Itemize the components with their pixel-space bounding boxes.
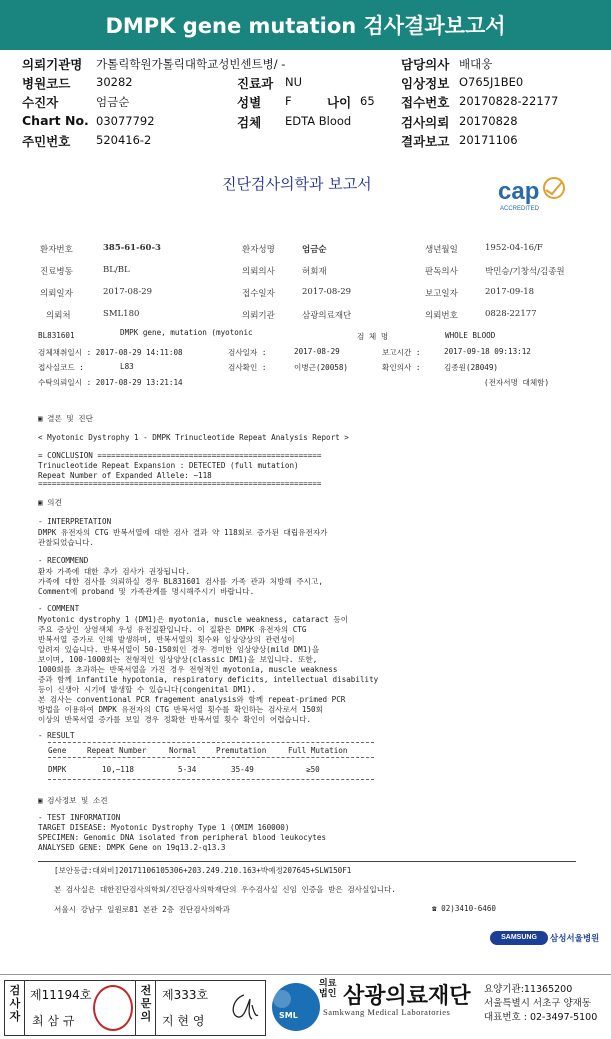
test-date-label: 검사일자 : [228, 348, 267, 357]
verifier-label: 검사확인 : [228, 363, 267, 372]
td-gene: DMPK [48, 765, 67, 774]
td-full-mutation: ≥50 [306, 765, 320, 774]
pt-label-institution: 의뢰기관 [242, 311, 275, 321]
comment-l9: 본 검사는 conventional PCR fragement analysis와 함께 repeat-primed PCR [38, 695, 346, 704]
value-chart-no: 03077792 [96, 114, 155, 128]
room-code-label: 접사실코드 : [38, 363, 84, 372]
value-request-date: 20170828 [459, 114, 518, 128]
conclusion-l3: Repeat Number of Expanded Allele: ~118 [38, 471, 212, 480]
label-age: 나이 [327, 95, 352, 110]
section-opinion: ▣ 의견 [38, 498, 62, 507]
recommend-head: - RECOMMEND [38, 556, 89, 565]
pt-label-reader: 판독의사 [425, 267, 458, 277]
pt-value-client: SML180 [103, 309, 140, 319]
sml-logo-icon [270, 981, 322, 1033]
report-time-label: 보고시간 : [382, 348, 421, 357]
org-address: 서울특별시 서초구 양재동 [484, 998, 591, 1009]
th-repeat: Repeat Number [87, 746, 147, 755]
consign-time: 수탁의뢰일시 : 2017-08-29 13:21:14 [38, 378, 183, 387]
value-hospital: 가톨릭학원가톨릭대학교성빈센트병/ - [96, 57, 286, 71]
report-title: 진단검사의학과 보고서 [222, 175, 372, 193]
pt-value-institution: 삼광의료재단 [302, 311, 352, 321]
section-conclusion: ▣ 결론 및 진단 [38, 414, 93, 423]
td-normal: 5-34 [178, 765, 197, 774]
org-name-en: Samkwang Medical Laboratories [323, 1007, 451, 1017]
pt-label-name: 환자성명 [242, 245, 275, 255]
pt-value-reader: 박민승/기창석/김종원 [485, 267, 565, 277]
specimen-label: 검 체 명 [357, 332, 389, 341]
label-patient: 수진자 [22, 95, 59, 110]
label-hospital: 의뢰기관명 [22, 57, 83, 72]
result-rule-bottom [48, 779, 374, 780]
recommend-l3: Comment에 proband 및 가족관계를 명시해주시기 바랍니다. [38, 587, 255, 596]
td-repeat: 10,~118 [102, 765, 135, 774]
lab-address: 서울시 강남구 일원로81 본관 2층 진단검사의학과 [54, 905, 230, 914]
confirm-doctor-value: 김종원(28049) [444, 363, 499, 372]
label-doctor: 담당의사 [401, 57, 450, 72]
comment-l4: 알려져 있습니다. 반복서열이 50-150회인 경우 경미한 임상양상(mild DM1)을 [38, 645, 320, 654]
specimen-value: WHOLE BLOOD [445, 331, 496, 340]
cap-sub: ACCREDITED [500, 206, 540, 212]
pt-label-req-no: 의뢰번호 [425, 311, 458, 321]
test-date-value: 2017-08-29 [294, 347, 340, 356]
label-clinical-info: 임상정보 [401, 76, 450, 91]
title-bar [0, 0, 611, 50]
divider-1 [24, 980, 25, 1036]
signer-2: 지 현 영 [162, 1014, 205, 1028]
lab-phone: ☎ 02)3410-6460 [432, 904, 497, 913]
report-subtitle: < Myotonic Dystrophy 1 - DMPK Trinucleotide Repeat Analysis Report > [38, 433, 349, 442]
comment-l11: 이상의 반복서열 증가를 보일 경우 정확한 반복서열 횟수 확인이 어렵습니다. [38, 715, 312, 724]
label-specimen: 검체 [237, 115, 262, 130]
th-normal: Normal [169, 746, 197, 755]
section-test-info: ▣ 검사정보 및 소견 [38, 796, 108, 805]
footer-rule [38, 861, 576, 862]
conclusion-l1: = CONCLUSION ================================================= [38, 451, 322, 460]
pt-label-dob: 생년월일 [425, 245, 458, 255]
result-rule-mid [48, 757, 374, 758]
label-department: 진료과 [237, 76, 274, 91]
th-premutation: Premutation [216, 746, 267, 755]
cap-text: cap [498, 178, 540, 205]
label-report-date: 결과보고 [401, 134, 450, 149]
td-premutation: 35-49 [231, 765, 254, 774]
pt-label-report-date: 보고일자 [425, 289, 458, 299]
comment-l5: 보이며, 100-1000회는 전형적인 임상양상(classic DM1)을 보입니다. 또한, [38, 655, 318, 664]
comment-l3: 반복서열 증가로 인해 발생하며, 반복서열의 횟수와 임상양상의 관련성이 [38, 635, 295, 644]
license-1: 제11194호 [30, 988, 92, 1002]
pt-value-req-no: 0828-22177 [485, 309, 537, 319]
confirm-doctor-label: 확인의사 : [382, 363, 421, 372]
value-resident-no: 520416-2 [96, 133, 152, 147]
comment-head: - COMMENT [38, 604, 80, 613]
pt-value-dob: 1952-04-16/F [485, 243, 543, 253]
label-resident-no: 주민번호 [22, 134, 71, 149]
value-report-date: 20171106 [459, 133, 518, 147]
value-hospital-code: 30282 [96, 75, 133, 89]
pt-label-req-date: 의뢰일자 [40, 289, 73, 299]
conclusion-l4: ============================================================== [38, 479, 322, 488]
label-accession: 접수번호 [401, 95, 450, 110]
result-rule-top [48, 742, 374, 743]
samsung-hospital-name: 삼성서울병원 [550, 934, 600, 944]
seal-stamp [93, 985, 133, 1031]
report-time-value: 2017-09-18 09:13:12 [444, 347, 531, 356]
testinfo-specimen: SPECIMEN: Genomic DNA isolated from peripheral blood leukocytes [38, 833, 327, 842]
testinfo-disease: TARGET DISEASE: Myotonic Dystrophy Type 1 (OMIM 160000) [38, 823, 290, 832]
handwritten-signature [222, 987, 262, 1027]
pt-value-req-date: 2017-08-29 [103, 287, 153, 297]
test-code: BL831601 [38, 331, 75, 340]
label-hospital-code: 병원코드 [22, 76, 71, 91]
interp-l1: DMPK 유전자의 CTG 반복서열에 대한 검사 결과 약 118회로 증가된 대립유전자가 [38, 528, 328, 537]
pt-value-ref-doctor: 허회재 [302, 267, 327, 277]
org-code: 요양기관:11365200 [484, 984, 573, 995]
verifier-value: 이병근(20058) [294, 363, 349, 372]
value-patient: 엄금순 [96, 95, 130, 109]
value-accession: 20170828-22177 [459, 94, 559, 108]
recommend-l1: 환자 가족에 대한 추가 검사가 권장됩니다. [38, 567, 191, 576]
room-code-value: L83 [120, 362, 134, 371]
sml-text: SML [279, 1011, 298, 1020]
test-name: DMPK gene, mutation (myotonic [120, 328, 253, 337]
interp-l2: 관찰되었습니다. [38, 538, 94, 547]
label-sex: 성별 [237, 95, 262, 110]
value-clinical-info: O765J1BE0 [459, 75, 524, 89]
pt-label-recv-date: 접수일자 [242, 289, 275, 299]
testinfo-gene: ANALYSED GENE: DMPK Gene on 19q13.2-q13.3 [38, 843, 226, 852]
pt-value-id: 385-61-60-3 [103, 243, 161, 253]
samsung-logo: SAMSUNG [490, 931, 548, 945]
license-2: 제333호 [162, 988, 209, 1002]
accreditation-note: 본 검사실은 대한진단검사의학회/진단검사의학재단의 우수검사실 신임 인증을 받은 검사실입니다. [54, 885, 396, 894]
testinfo-head: - TEST INFORMATION [38, 813, 121, 822]
comment-l7: 증과 함께 infantile hypotonia, respiratory deficits, intellectual disability [38, 675, 379, 684]
label-chart-no: Chart No. [22, 113, 89, 128]
th-full-mutation: Full Mutation [288, 746, 348, 755]
recommend-l2: 가족에 대한 검사를 의뢰하실 경우 BL831601 검사를 가족 관과 처방해 주시고, [38, 577, 323, 586]
pt-value-name: 엄금순 [302, 245, 327, 255]
comment-l6: 1000회를 초과하는 반복서열을 가진 경우 전형적인 myotonia, muscle weakness [38, 665, 338, 674]
org-type: 의료법인 [319, 979, 337, 999]
value-department: NU [285, 75, 303, 89]
result-head: - RESULT [38, 731, 75, 740]
th-gene: Gene [48, 746, 67, 755]
org-phone: 대표번호 : 02-3497-5100 [484, 1012, 598, 1023]
comment-l8: 등이 신생아 시기에 발생할 수 있습니다(congenital DM1). [38, 685, 256, 694]
label-request-date: 검사의뢰 [401, 115, 450, 130]
divider-2 [135, 980, 136, 1036]
value-age: 65 [360, 94, 375, 108]
collect-time: 검체채취일시 : 2017-08-29 14:11:08 [38, 348, 183, 357]
comment-l10: 방법을 이용하여 DMPK 유전자의 CTG 반복서열 횟수를 확인하는 검사로서 150회 [38, 705, 323, 714]
comment-l2: 주요 증상인 상염색체 우성 유전질환입니다. 이 질환은 DMPK 유전자의 CTG [38, 625, 307, 634]
divider-3 [155, 980, 156, 1036]
pt-label-ward: 진료병동 [40, 267, 73, 277]
e-signature-note: (전자서명 대체함) [484, 378, 550, 387]
pt-label-client: 의뢰처 [46, 311, 71, 321]
pt-value-recv-date: 2017-08-29 [302, 287, 352, 297]
signer-1: 최 삼 규 [32, 1014, 75, 1028]
footer-vert-1: 검 사 자 [9, 984, 21, 1023]
comment-l1: Myotonic dystrophy 1 (DM1)은 myotonia, muscle weakness, cataract 등이 [38, 615, 349, 624]
interp-head: - INTERPRETATION [38, 517, 112, 526]
footer-vert-2: 전 문 의 [140, 984, 152, 1023]
footer [0, 974, 611, 1039]
pt-value-ward: BL/BL [103, 265, 130, 275]
conclusion-l2: Trinucleotide Repeat Expansion : DETECTED (full mutation) [38, 461, 299, 470]
pt-label-ref-doctor: 의뢰의사 [242, 267, 275, 277]
value-specimen: EDTA Blood [285, 114, 352, 128]
value-sex: F [285, 94, 292, 108]
org-name: 삼광의료재단 [343, 983, 471, 1009]
security-line: [보안등급:대외비]20171106105306+203.249.210.163+박예정207645+SLW150F1 [54, 866, 352, 875]
cap-accredited-logo [496, 176, 576, 216]
value-doctor: 배대웅 [459, 57, 493, 71]
pt-value-report-date: 2017-09-18 [485, 287, 535, 297]
pt-label-id: 환자번호 [40, 245, 73, 255]
page-title: DMPK gene mutation 검사결과보고서 [105, 14, 506, 38]
